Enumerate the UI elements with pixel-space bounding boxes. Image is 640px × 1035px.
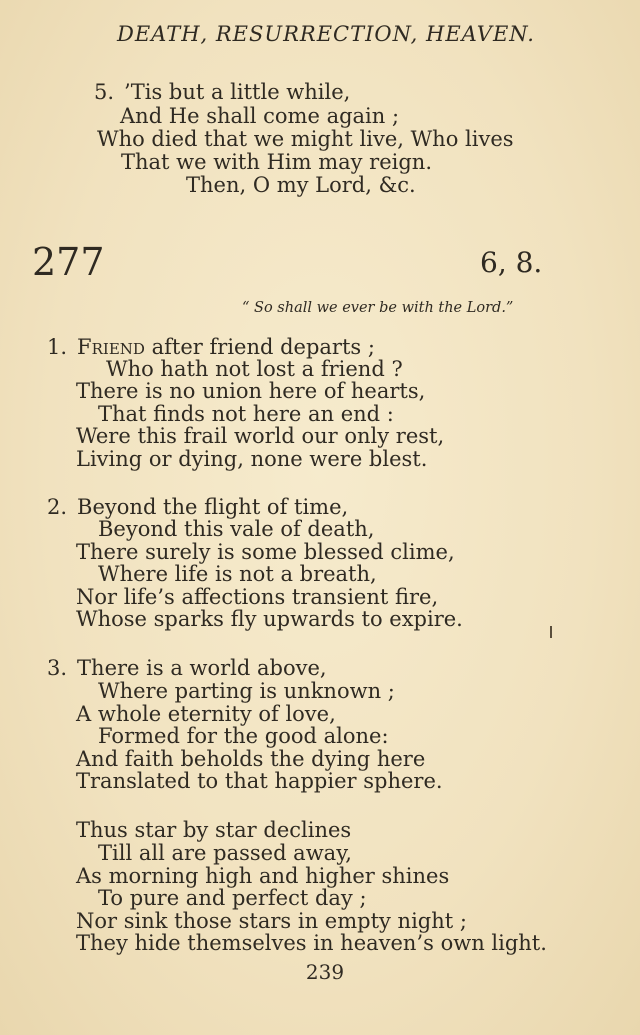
prev-verse-line-2: And He shall come again ; [120, 104, 400, 128]
verse-4-line-6: They hide themselves in heaven’s own light. [76, 931, 547, 955]
verse-1-line-3: There is no union here of hearts, [76, 379, 426, 403]
verse-2-number: 2. [47, 495, 68, 519]
prev-verse-line-3: Who died that we might live, Who lives [97, 127, 514, 151]
verse-3-line-4: Formed for the good alone: [98, 724, 389, 748]
verse-1-first-word: Friend [77, 335, 145, 359]
verse-3-line-1-text: There is a world above, [77, 656, 327, 680]
verse-2-line-2: Beyond this vale of death, [98, 517, 375, 541]
verse-3-line-3: A whole eternity of love, [76, 702, 336, 726]
verse-4-line-3: As morning high and higher shines [76, 864, 450, 888]
verse-1-line-6: Living or dying, none were blest. [76, 447, 428, 471]
verse-4-line-1: Thus star by star declines [76, 818, 352, 842]
verse-2-line-1 [47, 497, 348, 518]
verse-1-line-1 [47, 337, 375, 358]
verse-2-line-6: Whose sparks fly upwards to expire. [76, 607, 463, 631]
running-head: DEATH, RESURRECTION, HEAVEN. [117, 22, 535, 46]
verse-1-line-1-rest: after friend departs ; [144, 335, 375, 359]
verse-3-line-2: Where parting is unknown ; [98, 679, 395, 703]
verse-4-line-5: Nor sink those stars in empty night ; [76, 909, 467, 933]
paper-speck [550, 626, 552, 638]
hymn-number: 277 [32, 240, 105, 284]
verse-1-line-5: Were this frail world our only rest, [76, 424, 445, 448]
page-number: 239 [305, 960, 345, 984]
verse-3-line-5: And faith beholds the dying here [76, 747, 426, 771]
hymn-epigraph: “ So shall we ever be with the Lord.” [242, 300, 514, 316]
verse-2-line-4: Where life is not a breath, [98, 562, 377, 586]
hymn-meter: 6, 8. [480, 246, 543, 279]
prev-verse-number: 5. [94, 80, 115, 104]
prev-verse-line-1 [94, 82, 350, 103]
verse-3-line-6: Translated to that happier sphere. [76, 769, 443, 793]
prev-verse-refrain: Then, O my Lord, &c. [186, 173, 416, 197]
prev-verse-line-1-text: ’Tis but a little while, [124, 80, 351, 104]
verse-2-line-5: Nor life’s affections transient fire, [76, 585, 439, 609]
verse-2-line-3: There surely is some blessed clime, [76, 540, 455, 564]
prev-verse-line-4: That we with Him may reign. [121, 150, 432, 174]
verse-3-number: 3. [47, 656, 68, 680]
verse-3-line-1 [47, 658, 327, 679]
verse-1-number: 1. [47, 335, 68, 359]
verse-4-line-4: To pure and perfect day ; [98, 886, 367, 910]
verse-2-line-1-text: Beyond the flight of time, [77, 495, 349, 519]
verse-1-line-2: Who hath not lost a friend ? [106, 357, 403, 381]
verse-1-line-4: That finds not here an end : [98, 402, 394, 426]
verse-4-line-2: Till all are passed away, [98, 841, 352, 865]
